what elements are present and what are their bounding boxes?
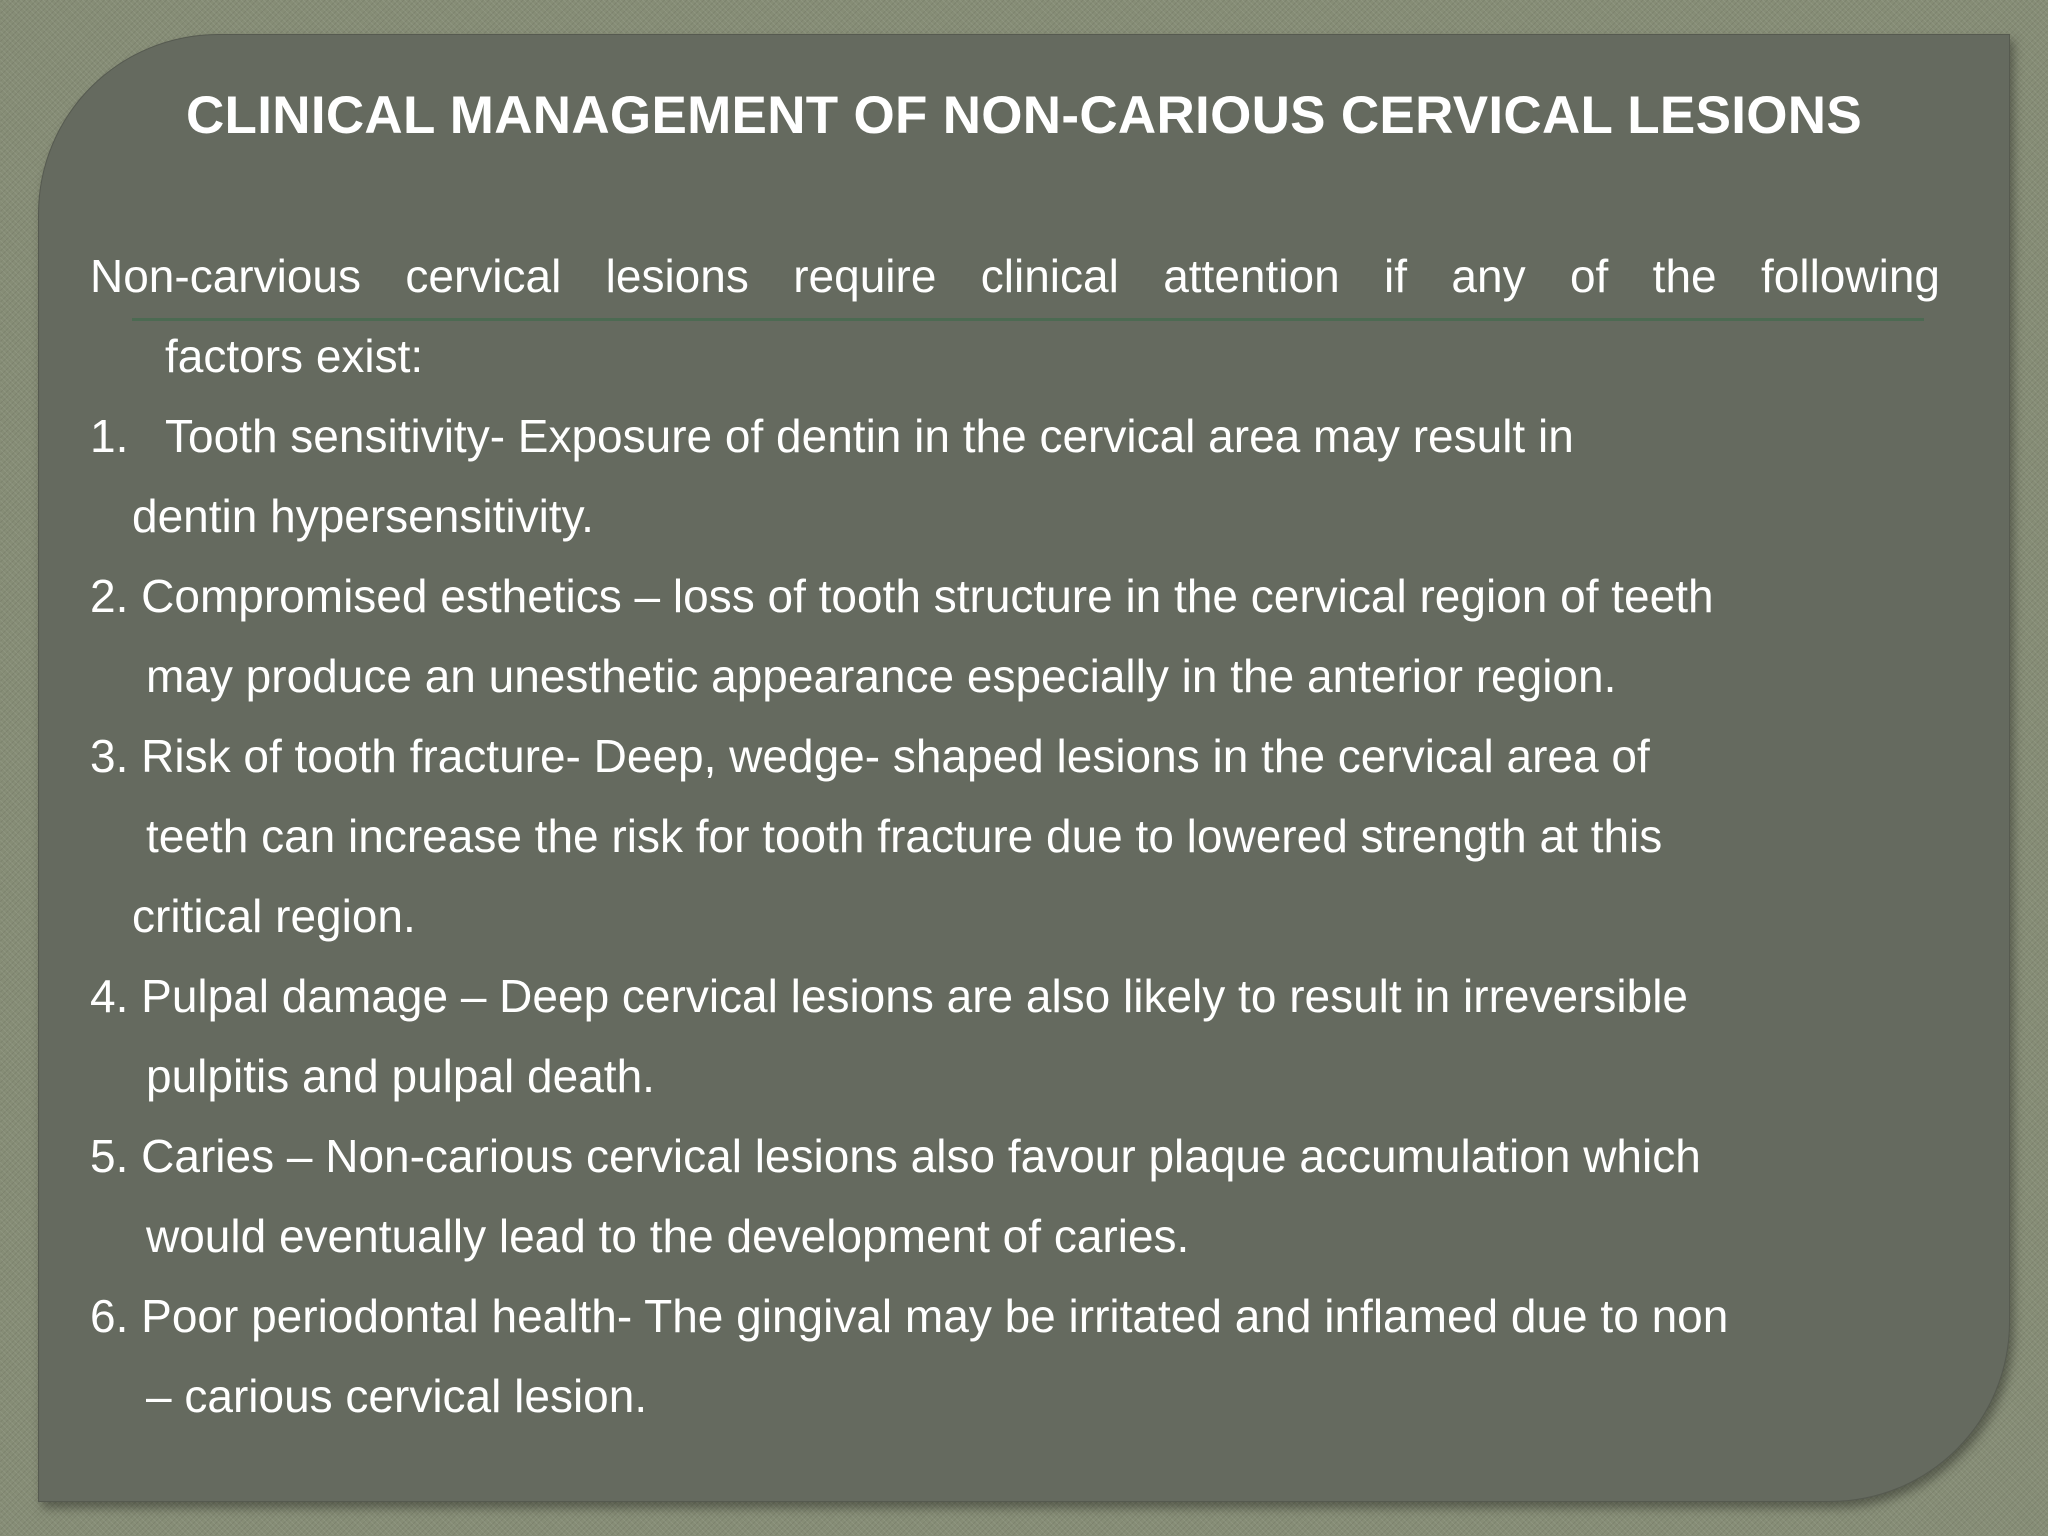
list-item-number: 3. <box>90 730 129 782</box>
list-item-tooth-fracture <box>90 716 1940 956</box>
list-item-number: 1. <box>90 410 129 462</box>
list-item-text: Poor periodontal health- The gingival may be irritated and inflamed due to non <box>141 1290 1729 1342</box>
intro-line: Non-carvious cervical lesions require clinical attention if any of the following <box>90 250 1940 302</box>
slide-body <box>90 236 1940 1436</box>
list-item-text: Caries – Non-carious cervical lesions also favour plaque accumulation which <box>141 1130 1701 1182</box>
list-item-number: 6. <box>90 1290 129 1342</box>
list-item-text: Tooth sensitivity- Exposure of dentin in the cervical area may result in <box>165 410 1574 462</box>
list-item-number: 4. <box>90 970 129 1022</box>
list-item-text: Compromised esthetics – loss of tooth structure in the cervical region of teeth <box>141 570 1714 622</box>
list-item-pulpal-damage <box>90 956 1940 1116</box>
list-item-periodontal-health <box>90 1276 1940 1436</box>
list-item-text: critical region. <box>132 890 416 942</box>
list-item-caries <box>90 1116 1940 1276</box>
intro-line: factors exist: <box>165 330 424 382</box>
list-item-compromised-esthetics <box>90 556 1940 716</box>
list-item-text: teeth can increase the risk for tooth fracture due to lowered strength at this <box>146 810 1663 862</box>
intro-paragraph <box>90 236 1940 396</box>
list-item-number: 2. <box>90 570 129 622</box>
list-item-text: Risk of tooth fracture- Deep, wedge- shaped lesions in the cervical area of <box>141 730 1650 782</box>
list-item-text: dentin hypersensitivity. <box>132 490 594 542</box>
list-item-text: pulpitis and pulpal death. <box>146 1050 655 1102</box>
slide-title: CLINICAL MANAGEMENT OF NON-CARIOUS CERVICAL LESIONS <box>185 86 1863 145</box>
list-item-text: – carious cervical lesion. <box>146 1370 648 1422</box>
list-item-number: 5. <box>90 1130 129 1182</box>
list-item-text: Pulpal damage – Deep cervical lesions are also likely to result in irreversible <box>141 970 1688 1022</box>
list-item-text: would eventually lead to the development of caries. <box>146 1210 1190 1262</box>
list-item-text: may produce an unesthetic appearance especially in the anterior region. <box>146 650 1617 702</box>
list-item-tooth-sensitivity <box>90 396 1940 556</box>
